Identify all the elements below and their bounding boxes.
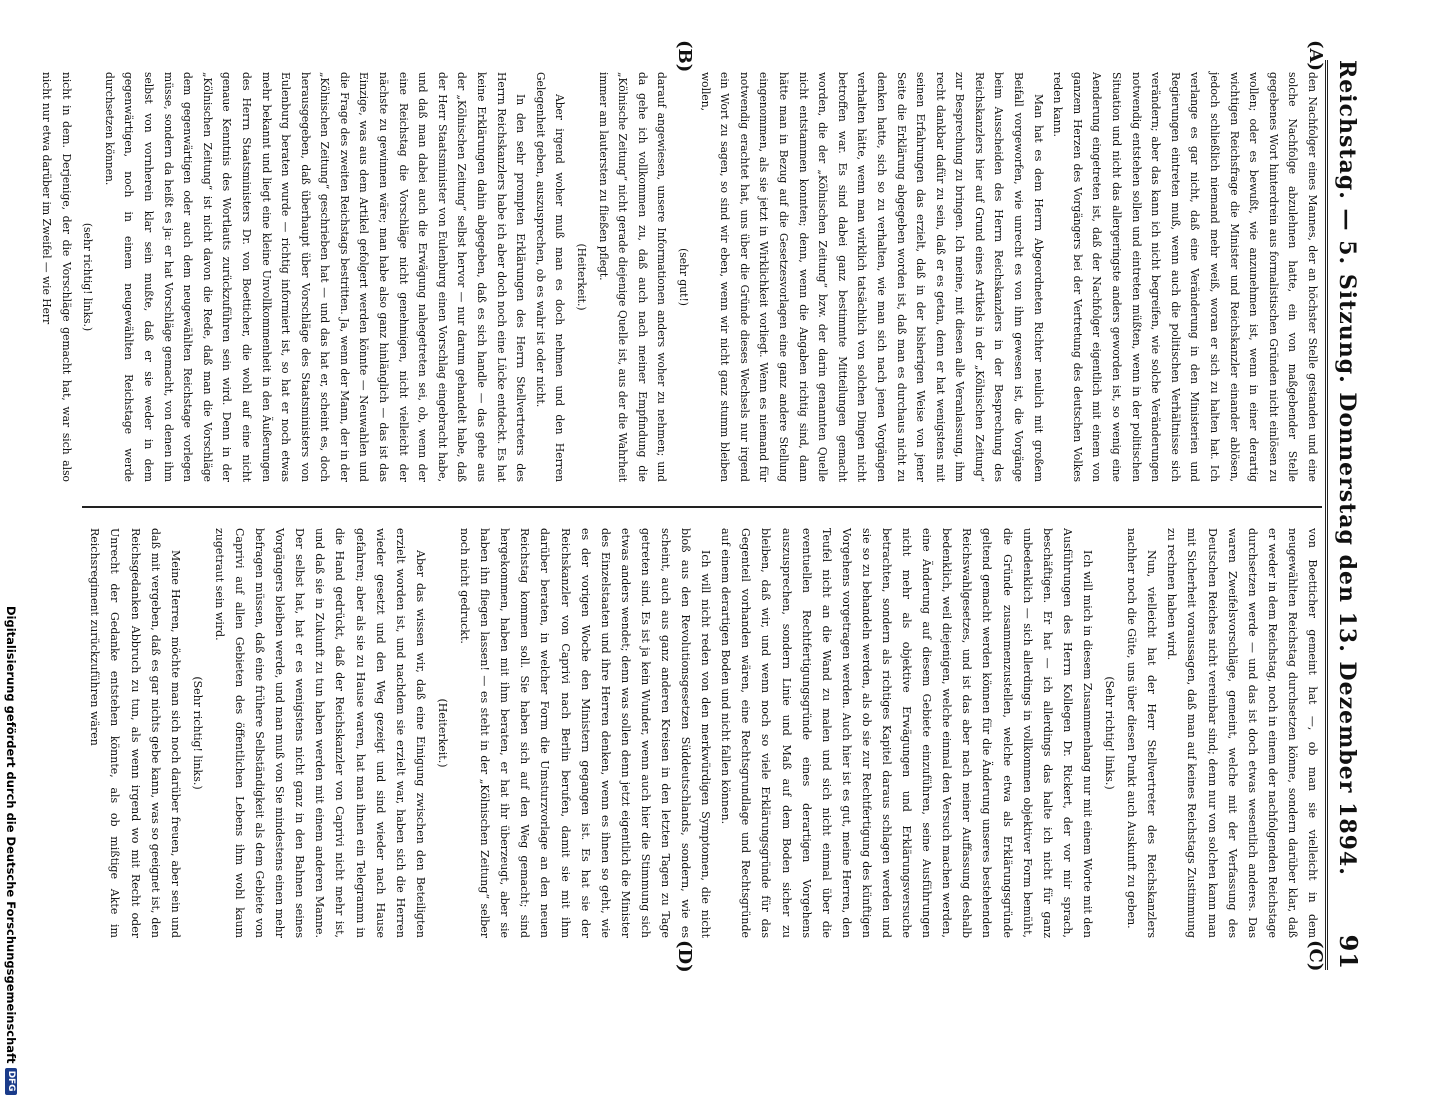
interjection: (sehr richtig! links.): [81, 222, 95, 332]
interjection: (Heiterkeit.): [435, 698, 449, 768]
interjection: (Sehr richtig! links.): [190, 676, 204, 790]
dfg-logo-icon: DFG: [5, 1068, 17, 1095]
paragraph: Meine Herren, möchte man sich noch darüber freuen, aber sein und daß mit vergeben, daß es gar nichts gebe kann, was so geeignet ist, den Reichsgedanken Abbruch zu tun, als wenn irgend wo mit Recht oder Unrecht der Gedanke entstehen könnte, als ob mißtige Akte im Reichsregiment zurückzuführen wären: [88, 528, 182, 938]
digitization-credit: Digitalisierung gefördert durch die Deutsche Forschungsgemeinschaft: [4, 606, 18, 1064]
margin-marker-a: (A): [1305, 40, 1326, 71]
margin-marker-c: (C): [1305, 940, 1326, 972]
left-text-column: [36, 72, 1322, 482]
interjection: (Heiterkeit.): [575, 243, 589, 311]
paragraph: von Boetticher gemeint hat —, ob man sie vielleicht in dem neugewählten Reichstag durchsetzen könne, sondern darüber klar, daß er weder in dem Reichstag, noch in einem der nachfolgenden Reichstage durchsetzen werde — und das ist doch etwas wesentlich anderes. Das waren Zweifelsvorschläge, gemeint, welche mit der Verfassung des Deutschen Reiches nicht vereinbar sind; denn nur von solchen kann man mit Sicherheit voraussagen, daß man auf keines Reichstags Zustimmung zu rechnen haben wird.: [1165, 528, 1319, 938]
paragraph: In den sehr prompten Erklärungen des Herrn Stellvertreters des Herrn Reichskanzlers habe ich aber doch noch eine Lücke entdeckt. Es hat keine Erklärungen dahin abgegeben, daß es sich handle — das gehe aus der „Kölnischen Zeitung“ selbst hervor — nur darum gehandelt habe, daß der Herr Staatsminister von Eulenburg einen Vorschlag eingebracht habe, und daß man dabei auch die Erwägung nahegetreten sei, ob, wenn der eine Reichstag die Vorschläge nicht genehmigen, nicht vielleicht der nächste zu gewinnen wäre; man habe also ganz hinlänglich — das ist das Einzige, was aus dem Artikel gefolgert werden könnte — Neuwahlen und die Frage des zweiten Reichstags bestritten. Ja, wenn der Mann, der in der „Kölnischen Zeitung“ geschrieben hat — und das hat er, scheint es, doch herausgegeben, daß überhaupt über Vorschläge des Staatsministers von Eulenburg beraten wurde — richtig informiert ist, so hat er noch etwas mehr bekannt und liegt eine kleine Unvollkommenheit in den Äußerungen des Herrn Staatsministers Dr. von Boetticher, die wohl auf eine nicht genaue Kenntnis des Wortlauts zurückzuführen sein wird. Denn in der „Kölnischen Zeitung“ ist nicht davon die Rede, daß man die Vorschläge dem gegenwärtigen oder auch dem neugewählten Reichstage vorlegen müsse, sondern da heißt es ja: er hat Vorschläge gemacht, von denen ihm selbst von vornherein klar sein mußte, daß er sie weder in dem gegenwärtigen, noch in einem neugewählten Reichstage werde durchsetzen können.: [102, 72, 528, 482]
paragraph: den Nachfolger eines Mannes, der an höchster Stelle gestanden und eine solche Nachfolge abzulehnen hatte, ein von maßgebender Stelle gegebenes Wort hinterdrein aus formalistischen Gründen nicht einlösen zu wollen; oder es bewußt, wie anzunehmen ist, wenn in einer derartig wichtigen Reichsfrage die Minister und Reichskanzler einander ablösen, jedoch schließlich niemand mehr weiß, woran er sich zu halten hat. Ich verlange es gar nicht, daß eine Veränderung in den Ministerien und Regierungen eintreten muß, wenn auch die politischen Verhältnisse sich verändern; aber das kann ich nicht begreifen, wie solche Veränderungen notwendig entstehen sollen und eintreten müßten, wenn in der politischen Situation und nicht das allergeringste anders geworden ist, so wenig eine Aenderung eingetreten ist, daß der Nachfolger eigentlich mit einem von ganzem Herzen des Vorgängers bei der Vertretung des deutschen Volkes reden kann.: [1051, 72, 1319, 482]
digitization-footer: [2, 606, 20, 1092]
interjection: (Sehr richtig! links.): [1103, 676, 1117, 790]
paragraph: Ich will mich in diesem Zusammenhang nur mit einem Worte mit den Ausführungen des Herrn Kollegen Dr. Rickert, der vor mir sprach, beschäftigen. Er hat — ich allerdings das halte ich nicht für ganz unbedenklich — sich allerdings in vollkommen objektiver Form bemüht, die Gründe zusammenzustellen, welche etwa als Erklärungsgründe geltend gemacht werden können für die Änderung unseres bestehenden Reichswahlgesetzes, und ist das aber nach meiner Auffassung deshalb bedenklich, weil diejenigen, welche einmal den Versuch machen werden, eine Änderung auf diesem Gebiete einzuführen, seine Ausführungen nicht mehr als objektive Erwägungen und Erklärungsversuche betrachten, sondern als richtiges Kapitel daraus schlagen werden und sie so zu behandeln werden, als ob sie zur Rechtfertigung des künftigen Vorgehens vorgetragen werden. Auch hier ist es gut, meine Herren, den Teufel nicht an die Wand zu malen und sich nicht einmal über die eventuellen Rechtfertigungsgründe eines derartigen Vorgehens auszusprechen, sondern Linie und Maß auf dem Boden sicher zu bleiben, daß wir, und wenn noch so viele Erklärungsgründe für das Gegenteil vorhanden wären, eine Rechtsgrundlage und Rechtsgründe auf einem derartigen Boden und nicht fallen können.: [719, 528, 1094, 938]
paragraph: darauf angewiesen, unsere Informationen anders woher zu nehmen; und da gehe ich vollkommen zu, daß auch nach meiner Empfindung die „Kölnische Zeitung“ nicht gerade diejenige Quelle ist, aus der die Wahrheit immer am lautersten zu fließen pflegt.: [596, 72, 669, 482]
interjection: (sehr gut!): [677, 248, 690, 306]
paragraph: Aber das wissen wir, daß eine Einigung zwischen den Beteiligten erzielt worden ist, und nachdem sie erzielt war, haben sich die Herren wieder gesetzt und den Weg gezeigt und sind wieder nach Hause gefahren; aber als sie zu Hause waren, hat man ihnen ein Telegramm in die Hand gedrückt, daß der Reichskanzler von Caprivi nicht mehr ist, und daß sie in Zukunft zu tun haben werden mit einem anderen Manne. Der selbst hat, hat er es wenigstens nicht ganz in den Bahnen seines Vorgängers bleiben werde, und man muß von Sie mindestens einen mehr befragen müssen, daß eine frühere Selbständigkeit als dem Gebiete von Caprivi auf allen Gebieten des öffentlichen Lebens ihm wohl kaum zugetraut sein wird.: [212, 528, 427, 938]
margin-marker-b: (B): [674, 40, 695, 73]
column-divider: [82, 506, 1322, 508]
page-number: 91: [1334, 934, 1363, 970]
paragraph: nicht in dem. Derjenige, der die Vorschläge gemacht hat, war sich also nicht nur etwa darüber im Zweifel — wie Herr: [40, 72, 73, 482]
paragraph: Nun, vielleicht hat der Herr Stellvertreter des Reichskanzlers nachher noch die Güte, uns über diesen Punkt auch Auskunft zu geben.: [1125, 528, 1159, 938]
margin-marker-d: (D): [674, 940, 695, 973]
paragraph: Aber irgend woher muß man es doch nehmen und den Herren Gelegenheit geben, auszusprechen, ob es wahr ist oder nicht.: [533, 72, 567, 482]
paragraph: Ich will nicht reden von den merkwürdigen Symptomen, die nicht bloß aus den Revolutionsgesetzen Süddeutschlands, sondern, wie es scheint, auch aus ganz anderen Kreisen in den letzten Tagen zu Tage getreten sind. Es ist ja kein Wunder, wenn auch hier die Stimmung sich etwas anders wendet; denn was sollen denn jetzt eigentlich die Minister des Einzelstaaten und ihre Herren denken, wenn es ihnen so geht, wie es der vorigen Woche den Ministern gegangen ist. Es hat sie der Reichskanzler von Caprivi nach Berlin berufen, damit sie mit ihm darüber beraten, in welcher Form die Umsturzvorlage an den neuen Reichstag kommen soll. Sie haben sich auf den Weg gemacht; sind hergekommen, haben mit ihm beraten, er hat ihr überzeugt, aber sie haben ihn fliegen lassen! — es steht in der „Kölnischen Zeitung“ selber noch nicht gedruckt.: [458, 528, 713, 938]
running-title: Reichstag. — 5. Sitzung. Donnerstag den 13. Dezember 1894.: [1334, 60, 1360, 876]
page-header: [1325, 60, 1374, 970]
right-text-column: [84, 528, 1322, 938]
paragraph: Man hat es dem Herrn Abgeordneten Richter neulich mit großem Beifall vorgeworfen, wie unrecht es von ihm gewesen ist, die Vorgänge beim Ausscheiden des Herrn Reichskanzlers in der Besprechung des Reichskanzlers hier auf Grund eines Artikels in der „Kölnischen Zeitung“ zur Besprechung zu bringen. Ich meine, mit diesen alle Veranlassung, ihm recht dankbar dafür zu sein, daß er es getan, denn er hat wenigstens mit seinen Erfahrungen das erzielt, daß in der bisherigen Weise von jener Seite die Erklärung abgegeben worden ist, daß man es durchaus nicht zu denken hatte, sich so zu verhalten, wie man sich nach jenen Vorgängen verhalten hätte, wenn man wirklich tatsächlich von solchen Dingen nicht betroffen war. Es sind dabei ganz bestimmte Mitteilungen gemacht worden, die der „Kölnischen Zeitung“ bzw. der darin genannten Quelle nicht entstammen konnten; denn, wenn die Angaben richtig sind, dann hätte man in Bezug auf die Gesetzesvorlagen eine ganz andere Stellung eingenommen, als sie jetzt in Wirklichkeit vorliegt. Wenn es niemand für notwendig erachtet hat, uns über die Gründe dieses Wechsels nur irgend ein Wort zu sagen, so sind wir eben, wenn wir nicht ganz stumm bleiben wollen,: [698, 72, 1045, 482]
